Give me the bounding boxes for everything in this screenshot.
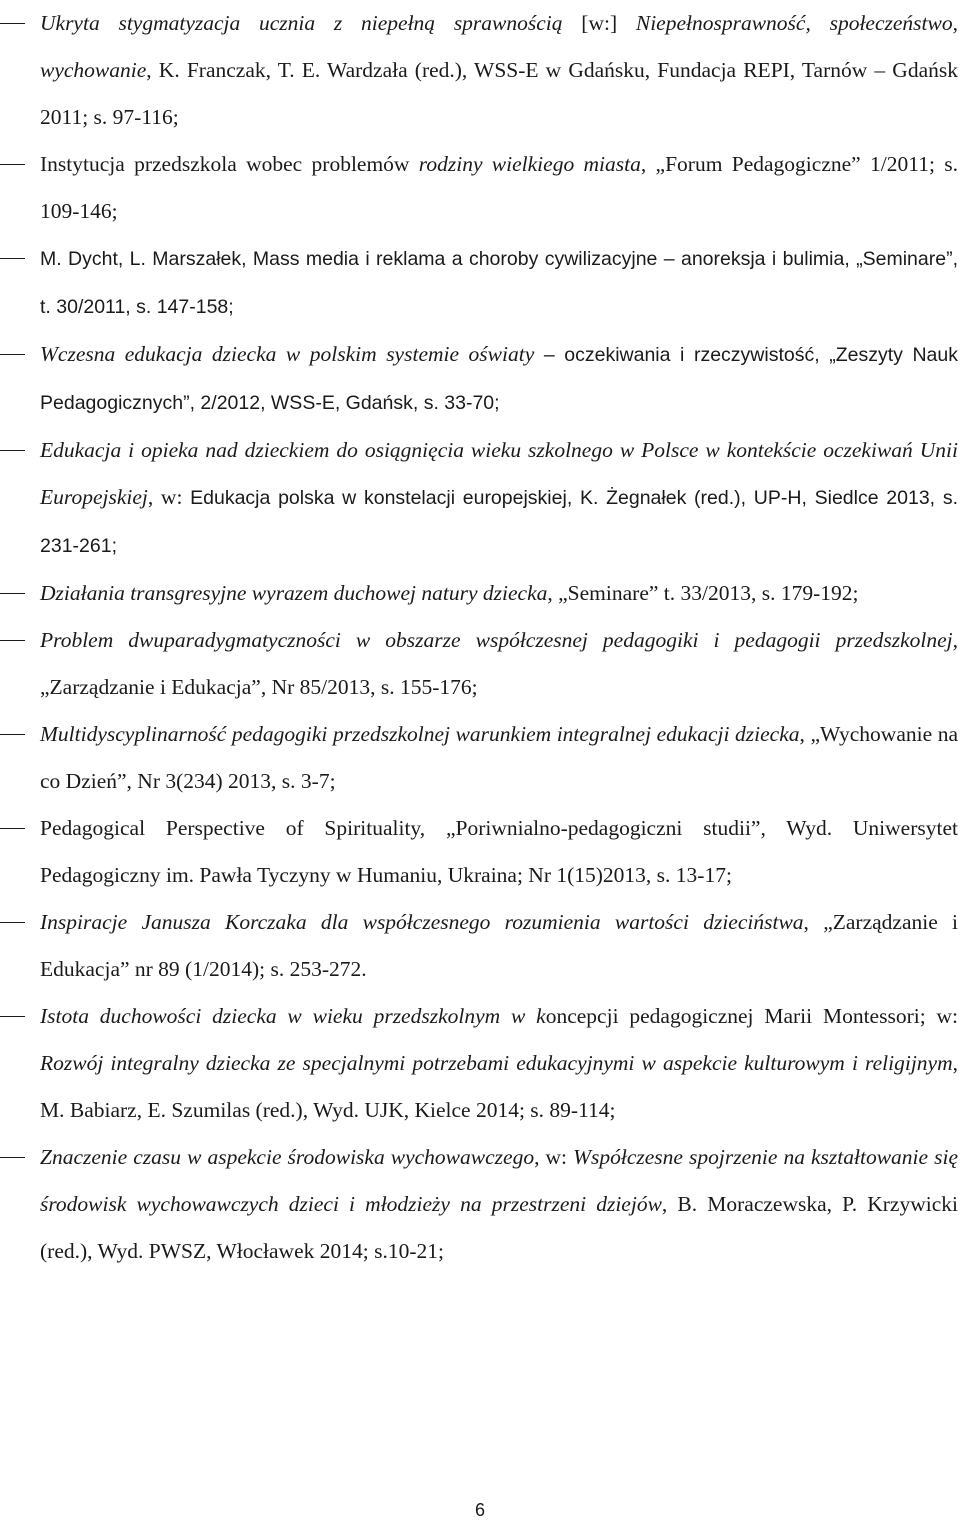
entry-text: , B. Moraczewska, P. Krzywicki (red.), Wyd. PWSZ, Włocławek 2014; s.10-21; — [40, 1192, 958, 1263]
dash-bullet-icon — [0, 1016, 25, 1017]
dash-bullet-icon — [0, 640, 25, 641]
bibliography-entry — [0, 1134, 960, 1275]
entry-title-italic: Edukacja i opieka nad dzieckiem do osiągnięcia wieku szkolnego w Polsce w kontekście oczekiwań Unii Europejskiej — [40, 438, 958, 509]
dash-bullet-icon — [0, 258, 25, 259]
entry-text: , M. Babiarz, E. Szumilas (red.), Wyd. UJK, Kielce 2014; s. 89-114; — [40, 1051, 958, 1122]
entry-text: , „Forum Pedagogiczne” 1/2011; s. 109-146; — [40, 152, 958, 223]
entry-text: , „Seminare” t. 33/2013, s. 179-192; — [547, 581, 859, 605]
entry-text: M. Dycht, L. Marszałek, Mass media i reklama a choroby cywilizacyjne – anoreksja i bulimia, „Seminare”, t. 30/2011, s. 147-158; — [40, 248, 958, 318]
page-number: 6 — [474, 1500, 485, 1520]
entry-text: , „Zarządzanie i Edukacja” nr 89 (1/2014); s. 253-272. — [40, 910, 958, 981]
dash-bullet-icon — [0, 164, 25, 165]
entry-title-italic: Multidyscyplinarność pedagogiki przedszkolnej warunkiem integralnej edukacji dziecka — [40, 722, 800, 746]
bibliography-entry — [0, 899, 960, 993]
bibliography-entry — [0, 617, 960, 711]
bibliography-entry — [0, 331, 960, 427]
entry-text: , K. Franczak, T. E. Wardzała (red.), WSS-E w Gdańsku, Fundacja REPI, Tarnów – Gdańsk 2011; s. 97-116; — [40, 58, 958, 129]
bibliography-entry — [0, 570, 960, 617]
entry-title-italic: rodziny wielkiego miasta — [418, 152, 641, 176]
entry-text: – oczekiwania i rzeczywistość, — [534, 344, 830, 366]
entry-text: , w: — [147, 485, 191, 509]
entry-title-italic: Znaczenie czasu w aspekcie środowiska wychowawczego — [40, 1145, 535, 1169]
dash-bullet-icon — [0, 828, 25, 829]
entry-text: „Zeszyty Nauk Pedagogicznych”, 2/2012, WSS-E, Gdańsk, s. 33-70; — [40, 344, 959, 414]
bibliography-entry — [0, 427, 960, 570]
dash-bullet-icon — [0, 1157, 25, 1158]
dash-bullet-icon — [0, 922, 25, 923]
dash-bullet-icon — [0, 23, 25, 24]
bibliography-entry — [0, 0, 960, 141]
entry-title-italic: Istota duchowości dziecka w wieku przedszkolnym w k — [40, 1004, 546, 1028]
dash-bullet-icon — [0, 354, 25, 355]
entry-title-italic: Ukryta stygmatyzacja ucznia z niepełną sprawnością — [40, 11, 563, 35]
entry-title-italic: Inspiracje Janusza Korczaka dla współczesnego rozumienia wartości dzieciństwa — [40, 910, 804, 934]
entry-title-italic: Wczesna edukacja dziecka w polskim systemie oświaty — [40, 342, 535, 366]
dash-bullet-icon — [0, 734, 25, 735]
entry-title-italic: Rozwój integralny dziecka ze specjalnymi potrzebami edukacyjnymi w aspekcie kulturowym i religijnym — [40, 1051, 953, 1075]
bibliography-entry — [0, 805, 960, 899]
entry-text: [w:] — [562, 11, 636, 35]
entry-title-italic: Działania transgresyjne wyrazem duchowej natury dziecka — [40, 581, 548, 605]
bibliography-entry — [0, 993, 960, 1134]
bibliography-entry — [0, 235, 960, 331]
entry-text: Edukacja polska w konstelacji europejskiej, K. Żegnałek (red.), UP-H, Siedlce 2013, s. 231-261; — [40, 487, 958, 557]
entry-text: , „Zarządzanie i Edukacja”, Nr 85/2013, s. 155-176; — [40, 628, 958, 699]
entry-text: , „Wychowanie na co Dzień”, Nr 3(234) 2013, s. 3-7; — [40, 722, 959, 793]
entry-title-italic: Niepełnosprawność, społeczeństwo, wychowanie — [40, 11, 958, 82]
entry-text: oncepcji pedagogicznej Marii Montessori; w: — [545, 1004, 958, 1028]
entry-title-italic: Współczesne spojrzenie na kształtowanie się środowisk wychowawczych dzieci i młodzieży na przestrzeni dziejów — [40, 1145, 958, 1216]
dash-bullet-icon — [0, 450, 25, 451]
bibliography-entry — [0, 711, 960, 805]
entry-text: Pedagogical Perspective of Spirituality, „Poriwnialno-pedagogiczni studii”, Wyd. Uniwersytet Pedagogiczny im. Pawła Tyczyny w Humaniu, Ukraina; Nr 1(15)2013, s. 13-17; — [40, 816, 958, 887]
entry-title-italic: Problem dwuparadygmatyczności w obszarze współczesnej pedagogiki i pedagogii przedszkolnej — [40, 628, 953, 652]
dash-bullet-icon — [0, 593, 25, 594]
entry-text: , w: — [534, 1145, 574, 1169]
entry-text: Instytucja przedszkola wobec problemów — [40, 152, 419, 176]
bibliography-entry — [0, 141, 960, 235]
